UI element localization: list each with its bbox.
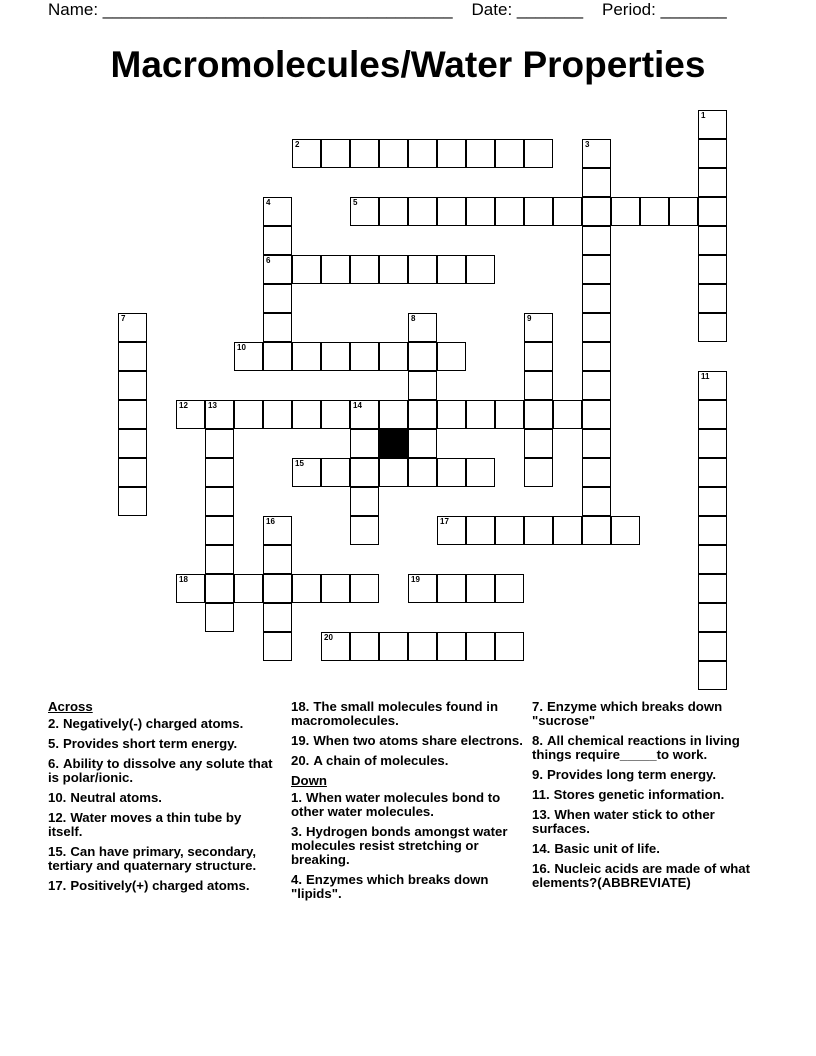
crossword-cell[interactable] [582,342,611,371]
cell-number: 12 [179,401,188,410]
crossword-cell[interactable] [582,168,611,197]
clue-text: Enzymes which breaks down "lipids". [291,872,489,901]
crossword-cell[interactable] [408,197,437,226]
cell-number: 19 [411,575,420,584]
crossword-cell[interactable] [553,197,582,226]
crossword-cell[interactable] [466,255,495,284]
clue-text: Basic unit of life. [554,841,660,856]
cell-number: 14 [353,401,362,410]
crossword-cell[interactable] [698,197,727,226]
clue-down-14 [532,842,760,856]
cell-number: 20 [324,633,333,642]
clue-text: Enzyme which breaks down "sucrose" [532,699,723,728]
crossword-cell[interactable] [118,313,147,342]
date-label: Date: [471,0,517,19]
clue-number: 4. [291,872,302,887]
crossword-cell[interactable] [495,197,524,226]
name-label: Name: [48,0,103,19]
clue-across-20 [291,754,523,768]
crossword-cell[interactable] [524,458,553,487]
crossword-cell[interactable] [698,574,727,603]
crossword-cell[interactable] [408,632,437,661]
crossword-cell[interactable] [582,255,611,284]
crossword-cell[interactable] [698,516,727,545]
clue-across-5 [48,737,278,751]
clue-column-3 [532,700,760,896]
cell-number: 15 [295,459,304,468]
cell-number: 5 [353,198,358,207]
crossword-cell[interactable] [582,400,611,429]
cell-number: 17 [440,517,449,526]
crossword-cell[interactable] [582,458,611,487]
crossword-cell[interactable] [698,371,727,400]
crossword-cell[interactable] [408,139,437,168]
crossword-cell[interactable] [698,661,727,690]
crossword-cell[interactable] [582,313,611,342]
crossword-cell[interactable] [582,197,611,226]
crossword-cell[interactable] [408,342,437,371]
clue-text: Stores genetic information. [553,787,725,802]
crossword-cell[interactable] [118,342,147,371]
clue-across-17 [48,879,278,893]
crossword-cell[interactable] [205,574,234,603]
clue-number: 5. [48,736,59,751]
crossword-cell[interactable] [379,342,408,371]
cell-number: 3 [585,140,590,149]
crossword-cell[interactable] [466,400,495,429]
crossword-cell[interactable] [379,197,408,226]
clue-number: 2. [48,716,59,731]
crossword-cell[interactable] [437,342,466,371]
crossword-cell[interactable] [698,429,727,458]
crossword-cell[interactable] [350,516,379,545]
crossword-cell[interactable] [321,342,350,371]
cell-number: 18 [179,575,188,584]
crossword-cell[interactable] [524,371,553,400]
crossword-cell[interactable] [698,255,727,284]
crossword-cell[interactable] [698,110,727,139]
clue-text: Water moves a thin tube by itself. [48,810,242,839]
crossword-cell[interactable] [321,458,350,487]
clue-down-3 [291,825,523,867]
cell-number: 7 [121,314,126,323]
crossword-cell[interactable] [205,458,234,487]
crossword-cell[interactable] [263,632,292,661]
crossword-cell[interactable] [698,458,727,487]
clue-number: 20. [291,753,310,768]
crossword-cell[interactable] [263,603,292,632]
crossword-cell[interactable] [524,429,553,458]
crossword-cell[interactable] [582,516,611,545]
crossword-cell[interactable] [553,516,582,545]
crossword-cell[interactable] [205,545,234,574]
crossword-cell[interactable] [176,574,205,603]
clue-across-18 [291,700,523,728]
crossword-cell[interactable] [408,400,437,429]
crossword-cell[interactable] [263,545,292,574]
crossword-cell[interactable] [582,226,611,255]
clue-down-16 [532,862,760,890]
clue-text: When water stick to other surfaces. [532,807,715,836]
crossword-cell[interactable] [263,574,292,603]
crossword-cell[interactable] [379,458,408,487]
clue-text: Provides short term energy. [63,736,238,751]
clue-number: 9. [532,767,543,782]
clue-text: Provides long term energy. [547,767,717,782]
period-label: Period: [601,0,661,19]
crossword-cell[interactable] [495,400,524,429]
crossword-cell[interactable] [205,603,234,632]
clue-text: All chemical reactions in living things require_____to work. [532,733,740,762]
date-blank[interactable]: _______ [516,0,584,19]
crossword-cell[interactable] [582,284,611,313]
crossword-cell[interactable] [292,342,321,371]
crossword-cell[interactable] [698,400,727,429]
clue-across-2 [48,717,278,731]
crossword-cell[interactable] [466,516,495,545]
crossword-cell[interactable] [582,371,611,400]
crossword-cell[interactable] [524,139,553,168]
crossword-cell[interactable] [234,574,263,603]
crossword-cell[interactable] [263,313,292,342]
crossword-cell[interactable] [292,255,321,284]
clue-number: 7. [532,699,543,714]
page-title: Macromolecules/Water Properties [110,44,706,85]
crossword-cell[interactable] [698,168,727,197]
crossword-cell[interactable] [350,255,379,284]
clue-text: When water molecules bond to other water molecules. [291,790,501,819]
crossword-cell[interactable] [582,429,611,458]
crossword-cell[interactable] [524,516,553,545]
cell-number: 2 [295,140,300,149]
cell-number: 6 [266,256,271,265]
crossword-cell[interactable] [437,400,466,429]
crossword-cell[interactable] [698,226,727,255]
crossword-cell[interactable] [437,255,466,284]
crossword-cell[interactable] [292,400,321,429]
crossword-cell[interactable] [582,487,611,516]
crossword-cell[interactable] [408,313,437,342]
cell-number: 13 [208,401,217,410]
crossword-cell[interactable] [698,139,727,168]
crossword-cell[interactable] [292,458,321,487]
crossword-cell[interactable] [524,197,553,226]
crossword-cell[interactable] [321,632,350,661]
crossword-cell[interactable] [466,139,495,168]
name-blank[interactable]: _____________________________________ [102,0,453,19]
clue-text: Hydrogen bonds amongst water molecules resist stretching or breaking. [291,824,508,867]
crossword-cell[interactable] [466,574,495,603]
crossword-cell[interactable] [234,342,263,371]
clue-number: 3. [291,824,302,839]
crossword-cell[interactable] [495,632,524,661]
clue-text: Nucleic acids are made of what elements?(ABBREVIATE) [532,861,751,890]
crossword-cell[interactable] [408,429,437,458]
crossword-cell[interactable] [582,139,611,168]
crossword-cell[interactable] [698,545,727,574]
crossword-cell[interactable] [263,400,292,429]
crossword-cell[interactable] [263,226,292,255]
clue-text: When two atoms share electrons. [313,733,523,748]
cell-number: 4 [266,198,271,207]
crossword-cell[interactable] [234,400,263,429]
crossword-cell[interactable] [176,400,205,429]
crossword-cell[interactable] [379,400,408,429]
clue-number: 17. [48,878,67,893]
crossword-cell[interactable] [408,371,437,400]
cell-number: 11 [701,372,710,381]
crossword-cell[interactable] [698,284,727,313]
clue-down-8 [532,734,760,762]
black-cell [379,429,408,458]
crossword-cell[interactable] [698,487,727,516]
crossword-cell[interactable] [553,400,582,429]
crossword-cell[interactable] [350,429,379,458]
clue-number: 18. [291,699,310,714]
cell-number: 10 [237,343,246,352]
crossword-cell[interactable] [495,516,524,545]
clue-text: Ability to dissolve any solute that is polar/ionic. [48,756,273,785]
crossword-cell[interactable] [118,487,147,516]
cell-number: 16 [266,517,275,526]
crossword-cell[interactable] [698,632,727,661]
crossword-cell[interactable] [205,516,234,545]
crossword-cell[interactable] [118,429,147,458]
crossword-cell[interactable] [437,458,466,487]
crossword-cell[interactable] [495,574,524,603]
crossword-cell[interactable] [437,632,466,661]
crossword-cell[interactable] [466,632,495,661]
across-heading: Across [48,699,93,714]
crossword-cell[interactable] [524,342,553,371]
crossword-cell[interactable] [350,632,379,661]
crossword-cell[interactable] [263,197,292,226]
crossword-cell[interactable] [321,400,350,429]
crossword-cell[interactable] [350,342,379,371]
crossword-cell[interactable] [205,487,234,516]
crossword-cell[interactable] [408,458,437,487]
crossword-cell[interactable] [292,574,321,603]
crossword-cell[interactable] [524,313,553,342]
crossword-cell[interactable] [350,458,379,487]
clue-down-1 [291,791,523,819]
clue-down-11 [532,788,760,802]
clue-column-2 [291,700,523,907]
crossword-cell[interactable] [466,197,495,226]
clue-text: Can have primary, secondary, tertiary and quaternary structure. [48,844,257,873]
crossword-cell[interactable] [350,139,379,168]
crossword-cell[interactable] [379,255,408,284]
clue-number: 6. [48,756,59,771]
clue-number: 19. [291,733,310,748]
clue-number: 16. [532,861,551,876]
clue-down-4 [291,873,523,901]
crossword-cell[interactable] [118,400,147,429]
crossword-cell[interactable] [524,400,553,429]
crossword-cell[interactable] [321,139,350,168]
clue-text: A chain of molecules. [313,753,449,768]
crossword-cell[interactable] [350,574,379,603]
cell-number: 1 [701,111,706,120]
crossword-cell[interactable] [408,574,437,603]
clue-number: 14. [532,841,551,856]
crossword-cell[interactable] [263,284,292,313]
crossword-cell[interactable] [437,516,466,545]
clue-text: The small molecules found in macromolecules. [291,699,499,728]
crossword-cell[interactable] [669,197,698,226]
clue-down-13 [532,808,760,836]
crossword-cell[interactable] [611,197,640,226]
clue-number: 1. [291,790,302,805]
crossword-cell[interactable] [263,255,292,284]
clue-number: 11. [532,787,550,802]
clue-text: Neutral atoms. [70,790,162,805]
clue-number: 8. [532,733,543,748]
crossword-cell[interactable] [118,371,147,400]
clue-text: Negatively(-) charged atoms. [63,716,244,731]
crossword-cell[interactable] [495,139,524,168]
crossword-cell[interactable] [321,255,350,284]
clue-text: Positively(+) charged atoms. [70,878,250,893]
clue-number: 12. [48,810,67,825]
crossword-cell[interactable] [350,197,379,226]
cell-number: 8 [411,314,416,323]
down-heading: Down [291,773,327,788]
crossword-cell[interactable] [263,342,292,371]
crossword-cell[interactable] [350,487,379,516]
clue-number: 13. [532,807,551,822]
crossword-cell[interactable] [321,574,350,603]
clue-across-6 [48,757,278,785]
crossword-cell[interactable] [437,197,466,226]
period-blank[interactable]: _______ [660,0,727,19]
crossword-cell[interactable] [379,632,408,661]
clue-across-15 [48,845,278,873]
clue-down-9 [532,768,760,782]
clue-across-10 [48,791,278,805]
crossword-cell[interactable] [640,197,669,226]
crossword-cell[interactable] [611,516,640,545]
crossword-cell[interactable] [205,400,234,429]
crossword-cell[interactable] [437,139,466,168]
clue-across-19 [291,734,523,748]
clue-across-12 [48,811,278,839]
crossword-cell[interactable] [350,400,379,429]
clue-down-7 [532,700,760,728]
crossword-cell[interactable] [292,139,321,168]
crossword-cell[interactable] [698,313,727,342]
cell-number: 9 [527,314,532,323]
crossword-cell[interactable] [466,458,495,487]
crossword-cell[interactable] [263,516,292,545]
crossword-cell[interactable] [437,574,466,603]
crossword-cell[interactable] [205,429,234,458]
clue-column-1 [48,700,278,899]
clue-number: 10. [48,790,67,805]
crossword-cell[interactable] [698,603,727,632]
clue-number: 15. [48,844,67,859]
crossword-cell[interactable] [379,139,408,168]
crossword-cell[interactable] [118,458,147,487]
crossword-cell[interactable] [408,255,437,284]
